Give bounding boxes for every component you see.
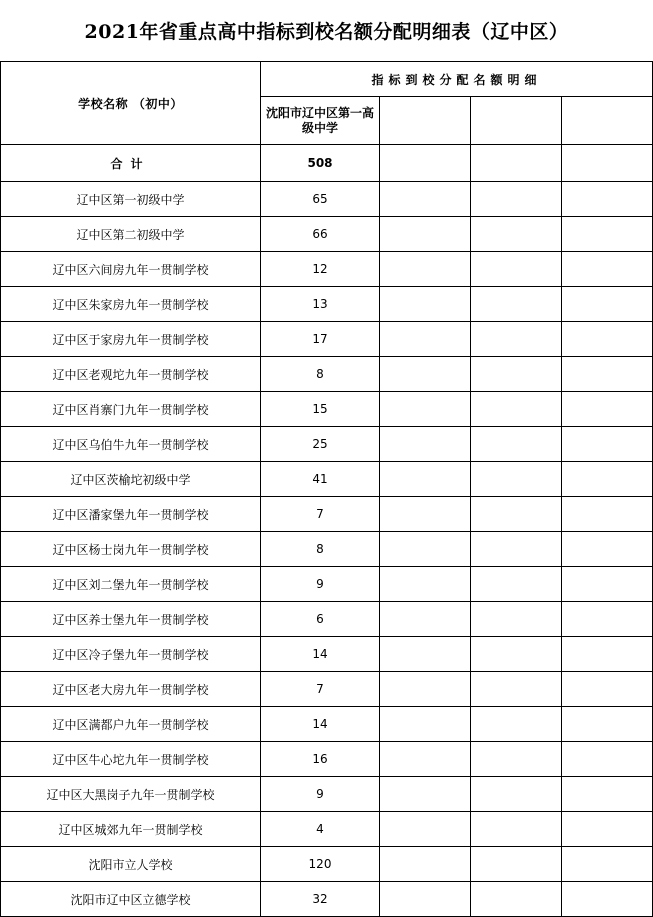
empty-cell: [380, 322, 471, 357]
empty-cell: [471, 252, 562, 287]
table-row: [1, 182, 653, 217]
school-name-cell: 辽中区于家房九年一贯制学校: [1, 322, 261, 357]
quota-cell: 9: [261, 567, 380, 602]
quota-cell: 7: [261, 672, 380, 707]
empty-cell: [380, 287, 471, 322]
empty-cell: [471, 707, 562, 742]
table-row: [1, 742, 653, 777]
empty-cell: [471, 287, 562, 322]
empty-cell: [562, 707, 653, 742]
table-row: [1, 777, 653, 812]
empty-cell: [562, 567, 653, 602]
table-row: [1, 637, 653, 672]
school-name-cell: 辽中区第一初级中学: [1, 182, 261, 217]
school-name-cell: 辽中区城郊九年一贯制学校: [1, 812, 261, 847]
empty-cell: [562, 812, 653, 847]
empty-cell: [471, 602, 562, 637]
empty-cell: [380, 602, 471, 637]
empty-cell: [562, 252, 653, 287]
empty-cell: [471, 637, 562, 672]
quota-cell: 9: [261, 777, 380, 812]
table-row: [1, 392, 653, 427]
empty-cell: [380, 357, 471, 392]
empty-cell: [562, 742, 653, 777]
quota-cell: 8: [261, 532, 380, 567]
total-value: 508: [261, 145, 380, 182]
school-name-cell: 辽中区老大房九年一贯制学校: [1, 672, 261, 707]
empty-cell: [562, 602, 653, 637]
empty-cell: [562, 637, 653, 672]
table-row: [1, 707, 653, 742]
empty-cell: [562, 322, 653, 357]
empty-cell: [380, 252, 471, 287]
quota-cell: 15: [261, 392, 380, 427]
school-name-cell: 辽中区牛心坨九年一贯制学校: [1, 742, 261, 777]
quota-cell: 13: [261, 287, 380, 322]
table-row: [1, 497, 653, 532]
total-label: 合计: [1, 145, 261, 182]
table-row: [1, 882, 653, 917]
empty-cell: [562, 427, 653, 462]
empty-cell: [562, 145, 653, 182]
table-row: [1, 532, 653, 567]
quota-cell: 17: [261, 322, 380, 357]
empty-cell: [380, 742, 471, 777]
empty-cell: [562, 882, 653, 917]
empty-cell: [471, 145, 562, 182]
quota-cell: 16: [261, 742, 380, 777]
school-name-cell: 辽中区刘二堡九年一贯制学校: [1, 567, 261, 602]
empty-cell: [380, 882, 471, 917]
quota-cell: 120: [261, 847, 380, 882]
empty-cell: [471, 392, 562, 427]
empty-cell: [471, 532, 562, 567]
empty-cell: [380, 672, 471, 707]
school-name-cell: 辽中区茨榆坨初级中学: [1, 462, 261, 497]
empty-cell: [562, 777, 653, 812]
quota-cell: 14: [261, 637, 380, 672]
table-row: [1, 567, 653, 602]
empty-cell: [562, 357, 653, 392]
empty-cell: [471, 427, 562, 462]
quota-cell: 6: [261, 602, 380, 637]
table-row: [1, 672, 653, 707]
empty-cell: [380, 637, 471, 672]
empty-cell: [471, 182, 562, 217]
table-row: [1, 602, 653, 637]
empty-cell: [380, 497, 471, 532]
school-name-cell: 辽中区肖寨门九年一贯制学校: [1, 392, 261, 427]
school-name-cell: 沈阳市立人学校: [1, 847, 261, 882]
allocation-group-header: 指标到校分配名额明细: [261, 62, 653, 97]
empty-cell: [562, 462, 653, 497]
table-row: [1, 322, 653, 357]
quota-cell: 32: [261, 882, 380, 917]
empty-cell: [380, 145, 471, 182]
school-name-header: 学校名称 （初中）: [1, 62, 261, 145]
empty-cell: [471, 672, 562, 707]
empty-cell: [380, 847, 471, 882]
school-name-cell: 辽中区满都户九年一贯制学校: [1, 707, 261, 742]
empty-header-cell: [562, 97, 653, 145]
quota-cell: 14: [261, 707, 380, 742]
empty-cell: [471, 882, 562, 917]
empty-header-cell: [471, 97, 562, 145]
empty-cell: [380, 532, 471, 567]
school-name-cell: 辽中区养士堡九年一贯制学校: [1, 602, 261, 637]
school-name-cell: 辽中区乌伯牛九年一贯制学校: [1, 427, 261, 462]
quota-cell: 12: [261, 252, 380, 287]
empty-cell: [380, 567, 471, 602]
table-row: [1, 357, 653, 392]
table-row: [1, 847, 653, 882]
empty-cell: [471, 322, 562, 357]
table-row: [1, 252, 653, 287]
table-row: [1, 812, 653, 847]
empty-cell: [380, 427, 471, 462]
empty-cell: [471, 777, 562, 812]
school-name-cell: 辽中区六间房九年一贯制学校: [1, 252, 261, 287]
empty-cell: [380, 707, 471, 742]
page-title: 2021年省重点高中指标到校名额分配明细表（辽中区）: [84, 21, 569, 43]
school-name-cell: 辽中区老观坨九年一贯制学校: [1, 357, 261, 392]
empty-cell: [471, 567, 562, 602]
total-row: [1, 145, 653, 182]
school-name-cell: 辽中区冷子堡九年一贯制学校: [1, 637, 261, 672]
empty-cell: [562, 392, 653, 427]
school-name-cell: 辽中区潘家堡九年一贯制学校: [1, 497, 261, 532]
empty-header-cell: [380, 97, 471, 145]
empty-cell: [380, 182, 471, 217]
empty-cell: [380, 462, 471, 497]
table-row: [1, 287, 653, 322]
empty-cell: [562, 287, 653, 322]
empty-cell: [562, 847, 653, 882]
empty-cell: [471, 497, 562, 532]
quota-cell: 8: [261, 357, 380, 392]
empty-cell: [562, 672, 653, 707]
empty-cell: [562, 217, 653, 252]
school-name-cell: 辽中区杨士岗九年一贯制学校: [1, 532, 261, 567]
quota-cell: 25: [261, 427, 380, 462]
empty-cell: [471, 847, 562, 882]
quota-cell: 65: [261, 182, 380, 217]
table-row: [1, 427, 653, 462]
quota-cell: 41: [261, 462, 380, 497]
empty-cell: [562, 532, 653, 567]
quota-table: [0, 61, 653, 917]
empty-cell: [471, 812, 562, 847]
empty-cell: [471, 357, 562, 392]
school-name-cell: 辽中区第二初级中学: [1, 217, 261, 252]
empty-cell: [471, 742, 562, 777]
school-name-cell: 辽中区大黑岗子九年一贯制学校: [1, 777, 261, 812]
quota-cell: 4: [261, 812, 380, 847]
quota-cell: 7: [261, 497, 380, 532]
empty-cell: [380, 812, 471, 847]
empty-cell: [380, 392, 471, 427]
school-name-cell: 沈阳市辽中区立德学校: [1, 882, 261, 917]
quota-cell: 66: [261, 217, 380, 252]
empty-cell: [380, 777, 471, 812]
empty-cell: [471, 217, 562, 252]
empty-cell: [562, 182, 653, 217]
table-row: [1, 217, 653, 252]
target-school-header: 沈阳市辽中区第一高级中学: [261, 97, 380, 145]
empty-cell: [471, 462, 562, 497]
school-name-cell: 辽中区朱家房九年一贯制学校: [1, 287, 261, 322]
empty-cell: [562, 497, 653, 532]
empty-cell: [380, 217, 471, 252]
table-row: [1, 462, 653, 497]
